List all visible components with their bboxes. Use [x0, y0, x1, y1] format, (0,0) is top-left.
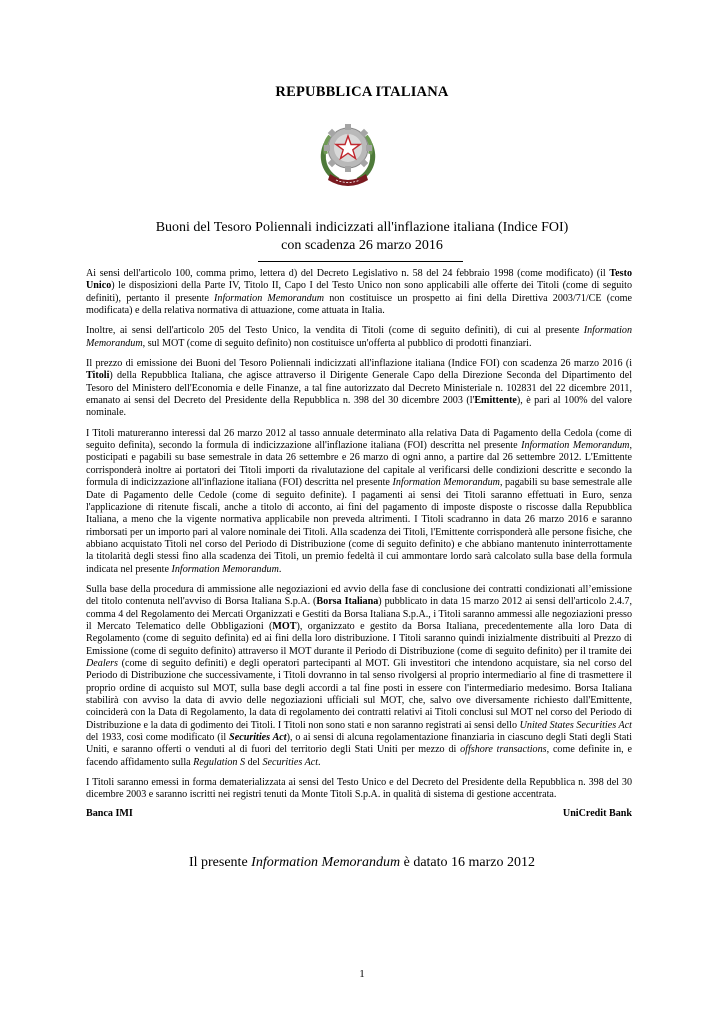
italic-term: Information Memorandum: [214, 292, 325, 304]
date-text: Il presente: [188, 855, 252, 870]
defined-term: Testo Unico: [86, 268, 632, 292]
paragraph-text: ), è pari al 100% del valore nominale.: [86, 395, 632, 419]
paragraph-text: Inoltre, ai sensi dell'articolo 205 del Testo Unico, la vendita di Titoli (come di seguito definiti), di cui al presente: [86, 325, 584, 337]
paragraph-admission: [86, 584, 632, 769]
paragraph-interest: [86, 428, 632, 576]
italic-term: Information Memorandum: [86, 325, 632, 349]
italic-term: offshore transactions: [460, 744, 547, 756]
defined-term: Emittente: [474, 395, 517, 407]
paragraph-text: Ai sensi dell'articolo 100, comma primo, lettera d) del Decreto Legislativo n. 58 del 24 febbraio 1998 (come modificato) (il: [86, 268, 610, 279]
italic-term: Information Memorandum: [171, 563, 279, 575]
paragraph-text: , posticipati e pagabili su base semestrale in data 26 settembre e 26 marzo di ogni anno, a partire dal 26 settembre 2012. L'Emittente corrisponderà inoltre ai portatori dei Titoli importi da rivalutazione del capitale al verificarsi delle condizioni descritte e secondo la formula di indicizzazione all'inflazione italiana (FOI) descritta nel presente: [86, 440, 632, 489]
defined-term: Borsa Italiana: [316, 596, 379, 608]
signature-unicredit-bank: UniCredit Bank: [562, 808, 632, 819]
paragraph-text: del: [245, 756, 263, 768]
body-text: [86, 268, 632, 810]
subtitle-line-2: con scadenza 26 marzo 2016: [281, 238, 443, 253]
paragraph-text: del 1933, così come modificato (il: [86, 732, 230, 744]
paragraph-text: , sul MOT (come di seguito definito) non costituisce un'offerta al pubblico di prodotti finanziari.: [142, 337, 532, 349]
paragraph-text: ), organizzato e gestito da Borsa Italiana, precedentemente alla loro Data di Regolamento (come di seguito definita) ed ai fini della loro distribuzione. I Titoli saranno quindi inizialmente distribuiti al Prezzo di Emissione (come di seguito definito) attraverso il MOT durante il Periodo di Distribuzione (come di seguito definito) per il tramite dei: [86, 620, 632, 657]
italic-term: Regulation S: [193, 756, 246, 768]
paragraph-text: Il prezzo di emissione dei Buoni del Tesoro Poliennali indicizzati all'inflazione italiana (Indice FOI) con scadenza 26 marzo 2016 (i: [86, 358, 632, 370]
subtitle-line-1: Buoni del Tesoro Poliennali indicizzati all'inflazione italiana (Indice FOI): [155, 220, 569, 235]
paragraph-text: (come di seguito definiti) e degli operatori partecipanti al MOT. Gli investitori che intendono acquistare, sia nel corso del Periodo di Distribuzione che successivamente, i Titoli dovranno in tal senso rivolgersi al proprio intermediario al fine di trasmettere il proprio ordine di acquisto sul MOT, sulla base degli accordi a tal fine posti in essere con l'intermediario medesimo. Borsa Italiana stabilirà con avviso la data di avvio delle negoziazioni ufficiali sul MOT, che, salvo ove diversamente richiesto dall'Emittente, coinciderà con la Data di Regolamento, la data di regolamento dei contratti relativi ai Titoli conclusi sul MOT nel corso del Periodo di Distribuzione e la data di godimento dei Titoli. I Titoli non sono stati e non saranno registrati ai sensi dello: [86, 657, 632, 731]
paragraph-text: ), o ai sensi di alcuna regolamentazione finanziaria in ciascuno degli Stati degli Stati Uniti, e saranno offerti o venduti al di fuori del territorio degli Stati Uniti per mezzo di: [86, 732, 633, 756]
defined-term: Securities Act: [229, 732, 287, 744]
paragraph-text: non costituisce un prospetto ai fini della Direttiva 2003/71/CE (come modificata) e della relativa normativa di attuazione, come attuata in Italia.: [86, 292, 632, 317]
paragraph-testo-unico: [86, 268, 632, 317]
paragraph-dematerialised: I Titoli saranno emessi in forma dematerializzata ai sensi del Testo Unico e del Decreto del Presidente della Repubblica n. 398 del 30 dicembre 2003 e saranno iscritti nei registri tenuti da Monte Titoli S.p.A. in qualità di sistema di gestione accentrata.: [86, 777, 632, 801]
page-number: 1: [359, 968, 365, 980]
italic-term: United States Securities Act: [519, 719, 632, 731]
document-date-line: [0, 855, 724, 871]
paragraph-text: I Titoli matureranno interessi dal 26 marzo 2012 al tasso annuale determinato alla relativa Data di Pagamento della Cedola (come di seguito definita), secondo la formula di indicizzazione all'inflazione italiana (FOI) descritta nel presente: [86, 427, 632, 452]
signature-banca-imi: Banca IMI: [86, 808, 133, 819]
title-divider: [258, 261, 463, 262]
document-subtitle: [120, 219, 604, 255]
paragraph-issue-price: [86, 358, 632, 420]
document-title: REPUBBLICA ITALIANA: [275, 84, 449, 100]
italic-term: Information Memorandum: [392, 477, 500, 489]
paragraph-text: ) le disposizioni della Parte IV, Titolo II, Capo I del Testo Unico non sono applicabili alle offerte dei Titoli (come di seguito definiti), pertanto il presente: [86, 280, 632, 304]
date-text: è datato 16 marzo 2012: [400, 855, 536, 870]
italic-term: Dealers: [86, 657, 118, 669]
paragraph-text: ) della Repubblica Italiana, che agisce attraverso il Dirigente Generale Capo della Direzione Seconda del Dipartimento del Tesoro del Ministero dell'Economia e delle Finanze, a tal fine autorizzato dal Decreto Ministeriale n. 102831 del 22 dicembre 2011, emanato ai sensi del Decreto del Presidente della Repubblica n. 398 del 30 dicembre 2003 (l': [86, 370, 632, 407]
paragraph-text: , pagabili su base semestrale alle Date di Pagamento delle Cedole (come di seguito definite). I pagamenti ai sensi dei Titoli saranno effettuati in Euro, senza l'applicazione di ritenute fiscali, anche a titolo di acconto, ai fini del pagamento di imposte disposte o riscosse dalla Repubblica Italiana, a meno che la vigente normativa applicabile non preveda altrimenti. I Titoli scadranno in data 26 marzo 2016 e saranno rimborsati per un importo pari al valore nominale dei Titoli. Alla scadenza dei Titoli, l'Emittente corrisponderà alle persone fisiche, che abbiano acquistato Titoli nel corso del Periodo di Distribuzione (come di seguito definito) e che abbiano mantenuto ininterrottamente la titolarità degli stessi fino alla scadenza dei Titoli, un premio fedeltà il cui ammontare lordo sarà calcolato sulla base della formula indicata nel presente: [86, 477, 632, 575]
paragraph-text: .: [318, 756, 321, 768]
paragraph-article-205: [86, 325, 632, 350]
italic-term: Securities Act: [262, 756, 319, 768]
paragraph-text: ) pubblicato in data 15 marzo 2012 ai sensi dell'articolo 2.4.7, comma 4 del Regolamento dei Mercati Organizzati e Gestiti da Borsa Italiana S.p.A., i Titoli saranno ammessi alle negoziazioni presso il Mercato Telematico delle Obbligazioni (: [86, 596, 632, 632]
paragraph-text: Sulla base della procedura di ammissione alle negoziazioni ed avvio della fase di conclusione dei contratti condizionati all’emissione del titolo contenuta nell'avviso di Borsa Italiana S.p.A. (: [86, 583, 632, 608]
defined-term: Titoli: [86, 370, 110, 382]
italian-republic-emblem-icon: [316, 114, 380, 188]
paragraph-text: .: [278, 563, 282, 575]
italic-term: Information Memorandum: [521, 440, 630, 452]
paragraph-text: , come definite in, e facendo affidamento sulla: [86, 744, 632, 768]
defined-term: MOT: [272, 620, 297, 632]
italic-term: Information Memorandum: [251, 855, 401, 870]
